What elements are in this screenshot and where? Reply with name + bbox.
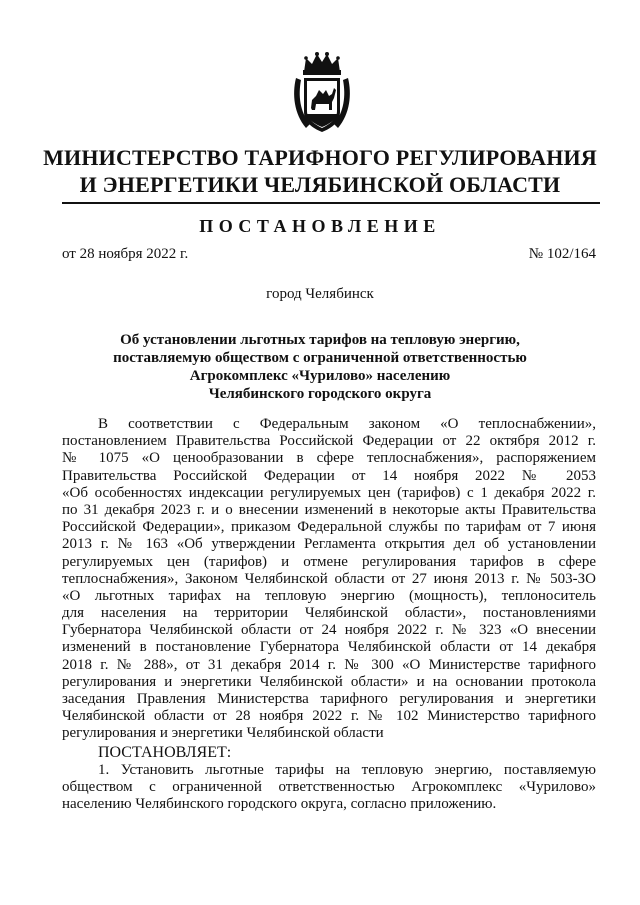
preamble-line: регулирования и энергетики Челябинской области <box>62 725 384 742</box>
preamble-line: регулирования и энергетики Челябинской области» и на основании протокола <box>62 673 596 690</box>
preamble-line: регулируемых цен (тарифов) и отмене регулирования тарифов в сфере <box>62 553 596 570</box>
preamble-line: изменений в постановление Губернатора Челябинской области от 14 декабря <box>62 639 596 656</box>
preamble-line: «О льготных тарифах на тепловую энергию (мощность), теплоноситель <box>62 587 596 604</box>
document-number: № 102/164 <box>528 246 596 262</box>
preamble-line: Губернатора Челябинской области от 24 ноября 2022 г. № 323 «О внесении <box>62 622 596 639</box>
preamble-line: Правительства Российской Федерации от 14 ноября 2022 № 2053 <box>62 467 596 484</box>
subject-line: Челябинского городского округа <box>208 386 432 402</box>
document-city: город Челябинск <box>266 286 374 302</box>
document-type-title: ПОСТАНОВЛЕНИЕ <box>199 216 441 236</box>
preamble-line: 2013 г. № 163 «Об утверждении Регламента открытия дел об установлении <box>62 536 596 553</box>
preamble-line: «Об особенностях индексации регулируемых цен (тарифов) с 1 декабря 2022 г. <box>62 484 596 501</box>
preamble-line: В соответствии с Федеральным законом «О теплоснабжении», <box>98 416 596 432</box>
item-1-line: 1. Установить льготные тарифы на тепловую энергию, поставляемую <box>98 761 596 778</box>
ministry-name-line-2: И ЭНЕРГЕТИКИ ЧЕЛЯБИНСКОЙ ОБЛАСТИ <box>79 172 561 197</box>
header-divider <box>62 202 600 204</box>
document-subject <box>80 331 560 403</box>
ministry-name <box>40 144 600 198</box>
item-1-line: населению Челябинского городского округа, согласно приложению. <box>62 795 497 812</box>
preamble-line: для населения на территории Челябинской области», постановлениями <box>62 605 596 622</box>
document-body <box>62 416 596 813</box>
preamble-line: постановлением Правительства Российской Федерации от 22 октября 2012 г. <box>62 433 596 450</box>
preamble-line: теплоснабжения», Законом Челябинской области от 27 июня 2013 г. № 503-ЗО <box>62 570 596 587</box>
preamble-line: по 31 декабря 2023 г. и о внесении изменений в некоторые акты Правительства <box>62 501 596 518</box>
preamble-line: Челябинской области от 28 ноября 2022 г. № 102 Министерство тарифного <box>62 708 596 725</box>
preamble-line: № 1075 «О ценообразовании в сфере теплоснабжения», распоряжением <box>62 450 596 467</box>
preamble-line: заседания Правления Министерства тарифного регулирования и энергетики <box>62 691 596 707</box>
resolve-heading: ПОСТАНОВЛЯЕТ: <box>98 743 232 761</box>
subject-line: Агрокомплекс «Чурилово» населению <box>189 368 451 384</box>
subject-line: Об установлении льготных тарифов на тепловую энергию, <box>120 332 520 348</box>
item-1-line: обществом с ограниченной ответственностью Агрокомплекс «Чурилово» <box>62 778 596 795</box>
preamble-line: 2018 г. № 288», от 31 декабря 2014 г. № 300 «О Министерстве тарифного <box>62 656 596 673</box>
document-date: от 28 ноября 2022 г. <box>62 246 189 262</box>
preamble-line: Российской Федерации», приказом Федеральной службы по тарифам от 7 июня <box>62 519 596 536</box>
subject-line: поставляемую обществом с ограниченной ответственностью <box>113 350 527 366</box>
coat-of-arms-icon <box>290 50 354 136</box>
ministry-name-line-1: МИНИСТЕРСТВО ТАРИФНОГО РЕГУЛИРОВАНИЯ <box>43 145 597 170</box>
